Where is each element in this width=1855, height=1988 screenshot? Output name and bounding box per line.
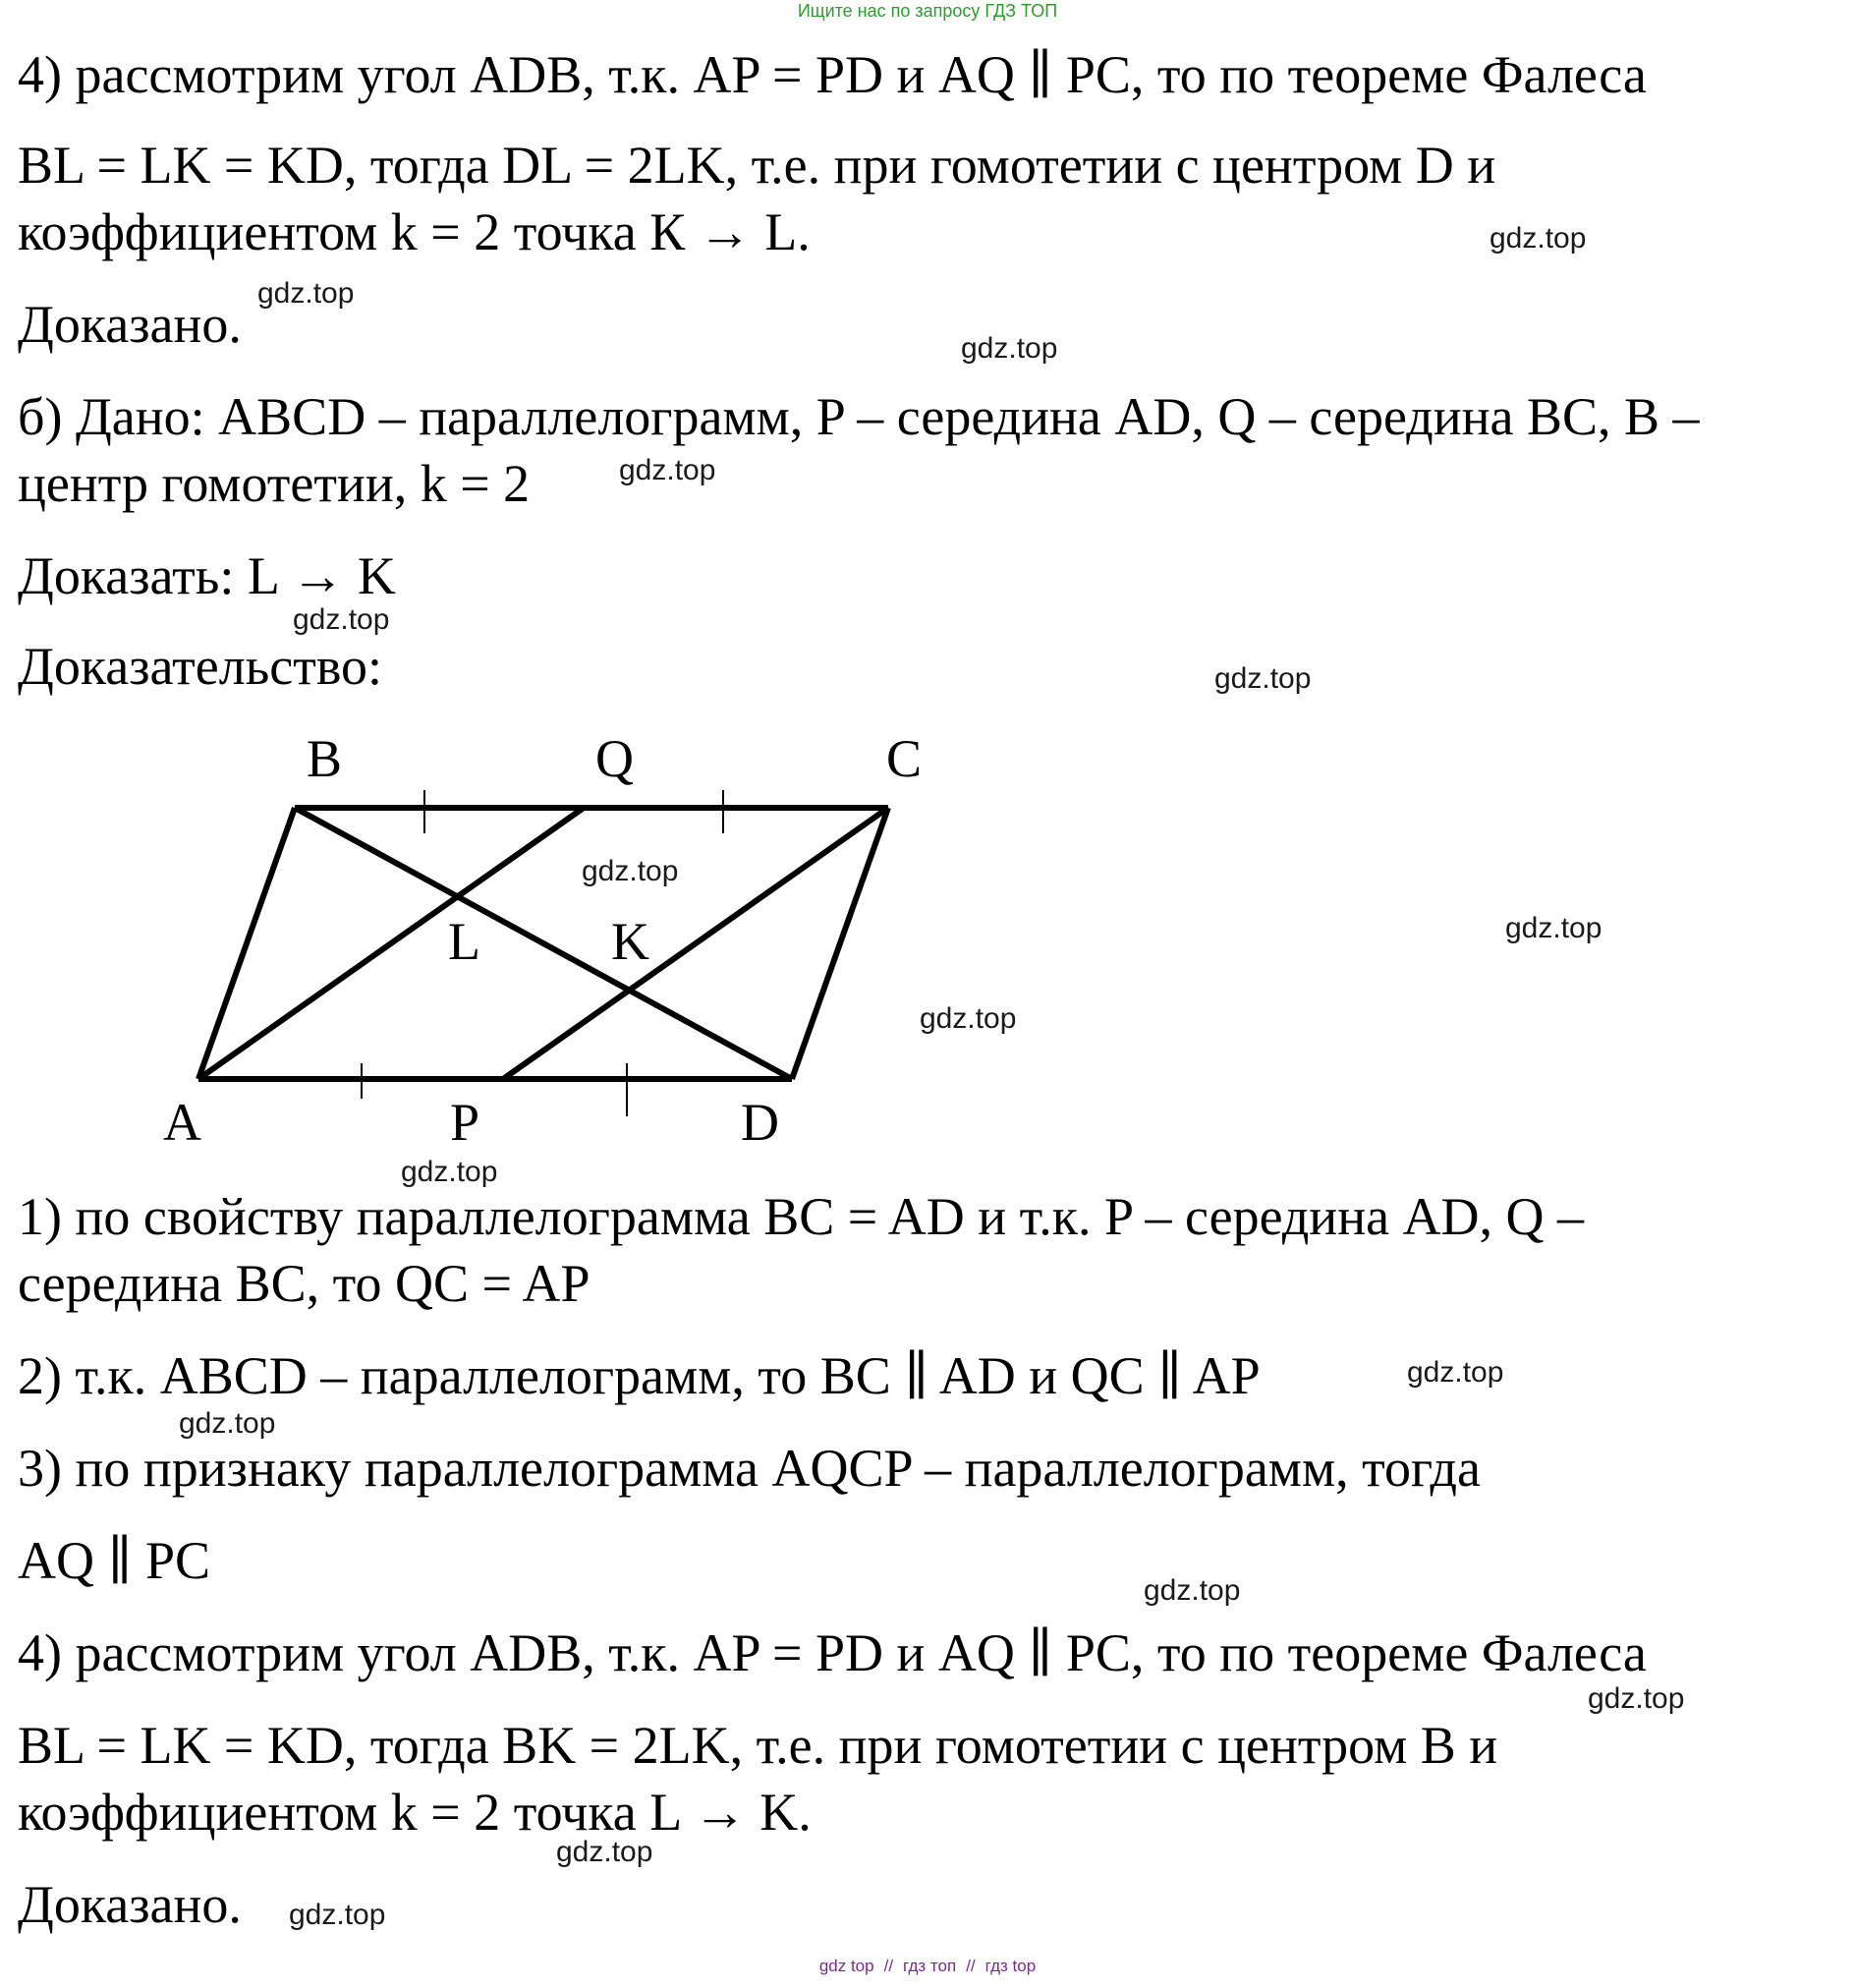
label-q: Q: [595, 729, 634, 788]
watermark: gdz.top: [289, 1899, 386, 1931]
part-a-proved: Доказано.: [18, 295, 242, 354]
step3-line2: AQ ∥ PC: [18, 1531, 210, 1590]
step2: 2) т.к. ABCD – параллелограмм, то BC ∥ AD и QC ∥ AP: [18, 1346, 1261, 1405]
part-b-given-line2: центр гомотетии, k = 2: [18, 454, 531, 513]
side-cd: [792, 808, 888, 1079]
footer-link[interactable]: gdz top: [818, 1957, 874, 1975]
step1-line2: середина BC, то QC = AP: [18, 1254, 590, 1313]
label-b: B: [307, 729, 343, 788]
watermark: gdz.top: [582, 855, 679, 887]
part-a-step4-line1: 4) рассмотрим угол ADB, т.к. AP = PD и AQ ∥ PC, то по теореме Фалеса: [18, 45, 1647, 104]
watermark: gdz.top: [619, 454, 716, 486]
watermark: gdz.top: [1588, 1682, 1685, 1715]
search-hint-link[interactable]: Ищите нас по запросу ГДЗ ТОП: [797, 1, 1058, 21]
side-ab: [198, 808, 295, 1079]
footer-separator: //: [966, 1957, 976, 1975]
footer-links: [0, 1956, 1855, 1977]
label-k: K: [611, 912, 649, 971]
label-a: A: [163, 1093, 201, 1152]
part-b-prove: Доказать: L → K: [18, 546, 396, 605]
part-a-step4-line3: коэффициентом k = 2 точка К → L.: [18, 202, 811, 261]
step3-line1: 3) по признаку параллелограмма AQCP – параллелограмм, тогда: [18, 1439, 1481, 1498]
label-p: P: [450, 1093, 480, 1152]
label-d: D: [741, 1093, 779, 1152]
watermark: gdz.top: [1505, 912, 1602, 944]
part-b-step4-line2: BL = LK = KD, тогда BK = 2LK, т.е. при гомотетии с центром B и: [18, 1716, 1498, 1775]
footer-separator: //: [883, 1957, 894, 1975]
part-a-step4-line2: BL = LK = KD, тогда DL = 2LK, т.е. при гомотетии с центром D и: [18, 136, 1496, 195]
diagonal-bd: [295, 808, 792, 1079]
part-b-step4-line3: коэффициентом k = 2 точка L → K.: [18, 1783, 812, 1842]
watermark: gdz.top: [920, 1002, 1017, 1035]
label-l: L: [448, 912, 480, 971]
footer-link[interactable]: гдз топ: [903, 1957, 957, 1975]
segment-aq: [198, 808, 584, 1079]
watermark: gdz.top: [961, 332, 1058, 365]
watermark: gdz.top: [1490, 222, 1587, 255]
part-b-proof-heading: Доказательство:: [18, 637, 382, 696]
watermark: gdz.top: [179, 1407, 276, 1440]
watermark: gdz.top: [257, 277, 355, 310]
watermark: gdz.top: [293, 603, 390, 636]
part-b-given-line1: б) Дано: ABCD – параллелограмм, P – середина AD, Q – середина BC, B –: [18, 387, 1700, 446]
watermark: gdz.top: [1144, 1574, 1241, 1607]
watermark: gdz.top: [1214, 662, 1312, 695]
watermark: gdz.top: [556, 1836, 653, 1868]
segment-pc: [503, 808, 888, 1079]
part-b-proved: Доказано.: [18, 1875, 242, 1934]
part-b-step4-line1: 4) рассмотрим угол ADB, т.к. AP = PD и AQ ∥ PC, то по теореме Фалеса: [18, 1623, 1647, 1682]
watermark: gdz.top: [1407, 1356, 1504, 1389]
watermark: gdz.top: [401, 1156, 498, 1188]
label-c: C: [886, 729, 923, 788]
step1-line1: 1) по свойству параллелограмма BC = AD и т.к. P – середина AD, Q –: [18, 1187, 1585, 1246]
footer-link[interactable]: гдз top: [984, 1957, 1037, 1975]
